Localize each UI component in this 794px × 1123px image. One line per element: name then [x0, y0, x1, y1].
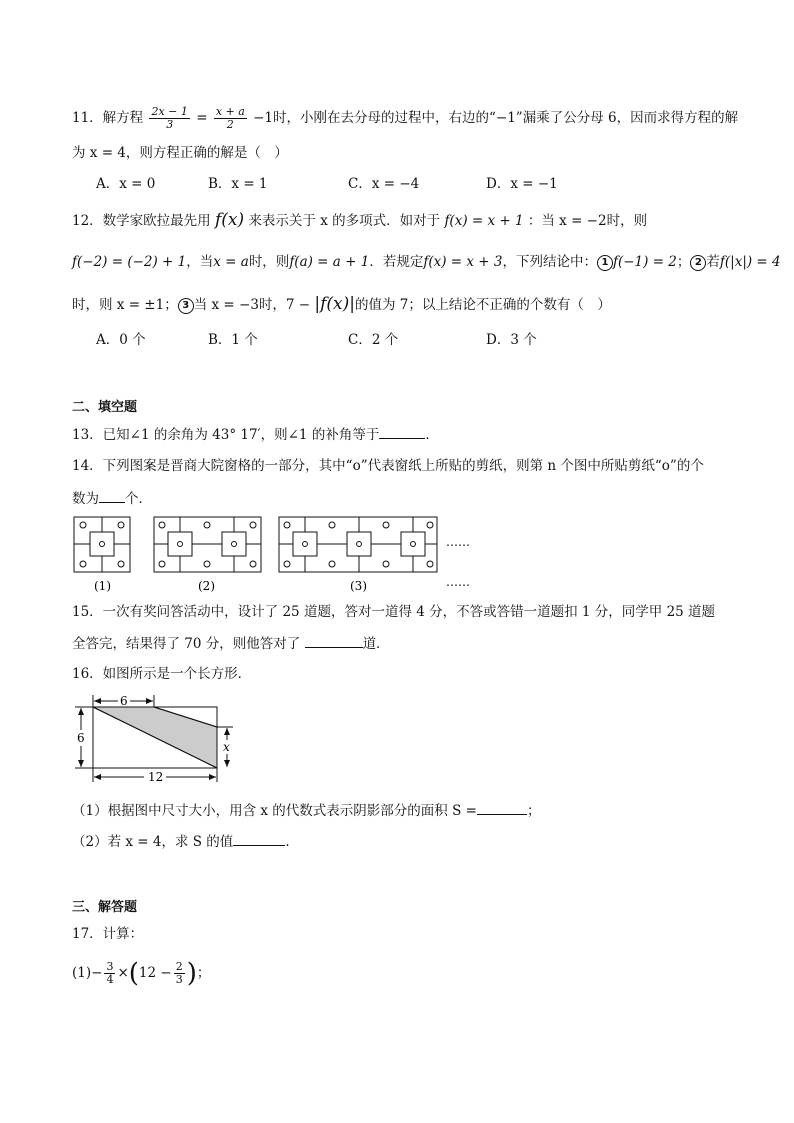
- q12-claim-1: f(−1) = 2: [612, 254, 677, 270]
- q12-text-i: 时，则 x = ±1；: [72, 297, 178, 313]
- q11-option-a: A．x = 0: [96, 176, 156, 192]
- question-16-part-1: [72, 800, 540, 821]
- figures-ellipsis-top: ……: [446, 535, 470, 549]
- q12-text-h: 若: [706, 254, 720, 270]
- q11-option-d: D．x = −1: [486, 176, 558, 192]
- q11-fraction-right: $\frac{x + a}{2}$: [215, 105, 245, 131]
- figure-1-label: (1): [94, 579, 111, 593]
- q16-sub2-end: ．: [285, 834, 299, 850]
- q12-option-c: C．2 个: [348, 332, 399, 348]
- figure-1: [74, 517, 130, 572]
- q13-text: 13．已知∠1 的余角为 43° 17′，则∠1 的补角等于: [72, 427, 380, 443]
- q14-blank: [99, 488, 125, 503]
- q17-times: ×: [117, 965, 129, 981]
- q12-abs-fx: |f(x)|: [314, 294, 356, 314]
- q12-option-b: B．1 个: [208, 332, 258, 348]
- q16-sub1-blank: [477, 800, 527, 815]
- q16-sub1-text: （1）根据图中尺寸大小，用含 x 的代数式表示阴影部分的面积 S =: [72, 803, 477, 819]
- q12-text-g: ，下列结论中：: [502, 254, 597, 270]
- figure-2: [154, 517, 261, 572]
- question-16-part-2: [72, 831, 299, 852]
- q11-stem: 11．解方程: [72, 110, 144, 126]
- dimension-left: 6: [77, 731, 85, 745]
- dimension-x: x: [223, 740, 230, 754]
- question-14-line-2: [72, 488, 152, 509]
- rectangle-figure: [70, 690, 240, 790]
- q15-text-a: 全答完，结果得了 70 分，则他答对了: [72, 636, 301, 652]
- q11-tail: −1时，小刚在去分母的过程中，右边的“−1”漏乘了公分母 6，因而求得方程的解: [253, 110, 739, 126]
- q11-option-c: C．x = −4: [348, 176, 420, 192]
- q11-fraction-left: $\frac{2x - 1}{3}$: [151, 105, 188, 131]
- q12-circle-3: 3: [178, 298, 194, 314]
- q17-fraction-1: $\frac{3}{4}$: [106, 960, 114, 986]
- q12-rule: f(x) = x + 3: [423, 254, 503, 270]
- dimension-bottom: 12: [148, 770, 164, 784]
- question-12-line-2: [72, 252, 781, 272]
- q12-fx: f(x): [214, 210, 245, 230]
- question-12-line-3: [72, 294, 611, 315]
- question-17-part-1: [72, 956, 210, 991]
- q12-option-a: A．0 个: [96, 332, 146, 348]
- q17-twelve-minus: 12 −: [138, 965, 172, 981]
- window-lattice-figures: [70, 512, 490, 597]
- q17-fraction-2: $\frac{2}{3}$: [175, 960, 183, 986]
- question-11-line-1: [72, 106, 738, 131]
- q12-semicolon: ；: [676, 254, 691, 270]
- q12-option-d: D．3 个: [486, 332, 537, 348]
- q13-blank: [379, 424, 425, 439]
- figure-3-label: (3): [350, 579, 367, 593]
- q17-part-label: (1)−: [72, 965, 103, 981]
- dimension-top: 6: [120, 694, 128, 708]
- q12-circle-1: 1: [597, 255, 613, 271]
- q12-f-a: f(a) = a + 1: [289, 254, 370, 270]
- question-14-line-1: 14．下列图案是晋商大院窗格的一部分，其中“o”代表窗纸上所贴的剪纸，则第 n 个图中所贴剪纸“o”的个: [72, 458, 704, 474]
- question-13: [72, 424, 439, 445]
- section-2-heading: 二、填空题: [72, 400, 138, 415]
- question-17-line-1: 17．计算：: [72, 926, 144, 942]
- q12-text-a: 12．数学家欧拉最先用: [72, 213, 211, 229]
- section-3-heading: 三、解答题: [72, 900, 138, 915]
- question-11-line-2: 为 x = 4，则方程正确的解是（ ）: [72, 145, 288, 161]
- question-15-line-2: [72, 633, 390, 654]
- q12-text-j: 当 x = −3时，7 −: [193, 297, 311, 313]
- figure-3: [279, 517, 437, 572]
- q16-sub2-text: （2）若 x = 4，求 S 的值: [72, 834, 234, 850]
- question-15-line-1: 15．一次有奖问答活动中，设计了 25 道题，答对一道得 4 分，不答或答错一道题扣 1 分，同学甲 25 道题: [72, 604, 716, 620]
- q12-circle-2: 2: [690, 255, 706, 271]
- q12-text-k: 的值为 7；以上结论不正确的个数有（ ）: [355, 297, 611, 313]
- q15-text-b: 道．: [362, 636, 390, 652]
- q16-sub1-end: ；: [526, 803, 541, 819]
- q17-left-paren: (: [128, 958, 139, 989]
- q12-text-e: 时，则: [248, 254, 290, 270]
- q12-text-d: ，当: [186, 254, 214, 270]
- question-16-line-1: 16．如图所示是一个长方形．: [72, 666, 252, 682]
- q17-right-paren: ): [186, 958, 197, 989]
- q14-text-b: 个．: [125, 491, 152, 507]
- q12-fx-def: f(x) = x + 1: [444, 213, 524, 229]
- figures-ellipsis-bottom: ……: [446, 575, 470, 589]
- q12-f-minus2: f(−2) = (−2) + 1: [72, 254, 187, 270]
- q17-end: ；: [196, 965, 211, 981]
- q12-text-c: ：当 x = −2时，则: [527, 213, 648, 229]
- figure-2-label: (2): [198, 579, 215, 593]
- q15-blank: [305, 633, 363, 648]
- q12-text-f: ．若规定: [369, 254, 424, 270]
- q12-claim-2: f(|x|) = 4: [719, 254, 781, 270]
- q14-text-a: 数为: [72, 491, 99, 507]
- q12-x-eq-a: x = a: [213, 254, 249, 270]
- question-12-line-1: [72, 210, 647, 231]
- q12-text-b: 来表示关于 x 的多项式．如对于: [248, 213, 441, 229]
- q13-end: ．: [425, 427, 439, 443]
- q16-sub2-blank: [233, 831, 285, 846]
- q11-equals: =: [196, 110, 208, 126]
- q11-option-b: B．x = 1: [208, 176, 268, 192]
